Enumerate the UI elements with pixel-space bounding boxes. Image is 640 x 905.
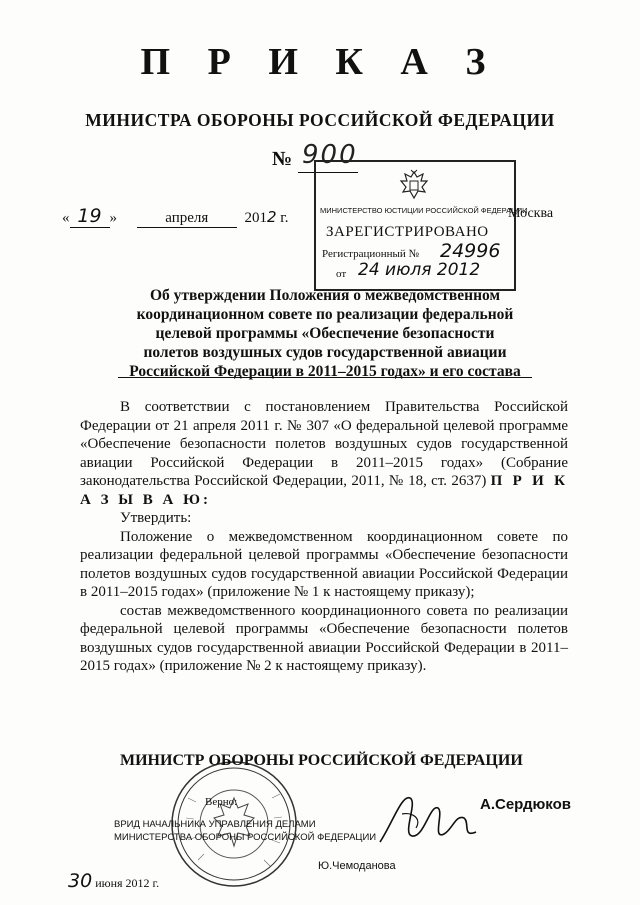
date-year-prefix: 201 (244, 210, 267, 226)
certification-day: 30 (68, 870, 93, 892)
stamp-regnum-label: Регистрационный № (322, 248, 420, 260)
date-month: апреля (137, 210, 237, 228)
registration-stamp (314, 160, 528, 291)
preamble-text: В соответствии с постановлением Правительства Российской Федерации от 21 апреля 2011 г. № 307 «О федеральной целевой программе «Обеспечение безопасности полетов воздушных судов государственной авиации Российской Федерации в 2011–2015 годах» (Собрание законодательства Российской Федерации, 2011, № 18, ст. 2637) (80, 399, 568, 489)
minister-title: МИНИСТР ОБОРОНЫ РОССИЙСКОЙ ФЕДЕРАЦИИ (120, 752, 523, 769)
stamp-regnum-value: 24996 (440, 240, 501, 262)
order-number-value: 900 (302, 140, 358, 170)
subject-line: Российской Федерации в 2011–2015 годах» и его состава (129, 363, 521, 380)
certification-date (68, 870, 159, 892)
vrid-line: МИНИСТЕРСТВА ОБОРОНЫ РОССИЙСКОЙ ФЕДЕРАЦИИ (114, 832, 377, 843)
order-date (62, 205, 289, 228)
subject-line: полетов воздушных судов государственной авиации (143, 344, 507, 361)
city-label: Москва (508, 206, 554, 221)
certification-date-rest: июня 2012 г. (95, 876, 160, 890)
date-open-quote: « (62, 210, 70, 226)
order-subject (110, 286, 540, 381)
ministry-heading: МИНИСТРА ОБОРОНЫ РОССИЙСКОЙ ФЕДЕРАЦИИ (85, 110, 555, 130)
subject-line: координационном совете по реализации федеральной (136, 306, 514, 323)
date-year-suffix: 2 (267, 208, 277, 226)
body-paragraph: состав межведомственного координационного совета по реализации федеральной целевой программы «Обеспечение безопасности полетов воздушных судов государственной авиации Российской Федерации в 2011–2015 годах» (приложение № 2 к настоящему приказу). (80, 602, 568, 674)
body-paragraph: Положение о межведомственном координационном совете по реализации федеральной целевой программы «Обеспечение безопасности полетов воздушных судов государственной авиации Российской Федерации в 2011–2015 годах» (приложение № 1 к настоящему приказу); (80, 528, 568, 600)
body-paragraph (80, 398, 568, 509)
body-paragraph: Утвердить: (120, 510, 192, 526)
subject-line: Об утверждении Положения о межведомственном (149, 287, 501, 304)
stamp-organization: МИНИСТЕРСТВО ЮСТИЦИИ РОССИЙСКОЙ ФЕДЕРАЦИИ (320, 206, 528, 215)
order-body (80, 398, 568, 676)
eagle-emblem-icon (398, 168, 430, 202)
order-verb: П Р И К А З Ы В А Ю: (80, 473, 569, 508)
order-number-label: № (272, 148, 293, 170)
document-title: П Р И К А З (140, 41, 500, 83)
date-close-quote: » (109, 210, 117, 226)
subject-line: целевой программы «Обеспечение безопасности (155, 325, 495, 342)
signatory-name: А.Сердюков (480, 796, 571, 813)
vrid-line: ВРИД НАЧАЛЬНИКА УПРАВЛЕНИЯ ДЕЛАМИ (114, 819, 316, 830)
verno-label: Верно: (205, 796, 238, 808)
stamp-from-label: от (336, 268, 347, 280)
vrid-title (114, 818, 376, 844)
clerk-name: Ю.Чемоданова (318, 860, 396, 872)
date-year-unit: г. (280, 210, 289, 226)
date-day: 19 (77, 205, 102, 227)
signature-icon (372, 784, 482, 854)
stamp-from-date: 24 июля 2012 (358, 260, 481, 280)
stamp-status: ЗАРЕГИСТРИРОВАНО (326, 224, 489, 240)
subject-underline (118, 377, 532, 378)
